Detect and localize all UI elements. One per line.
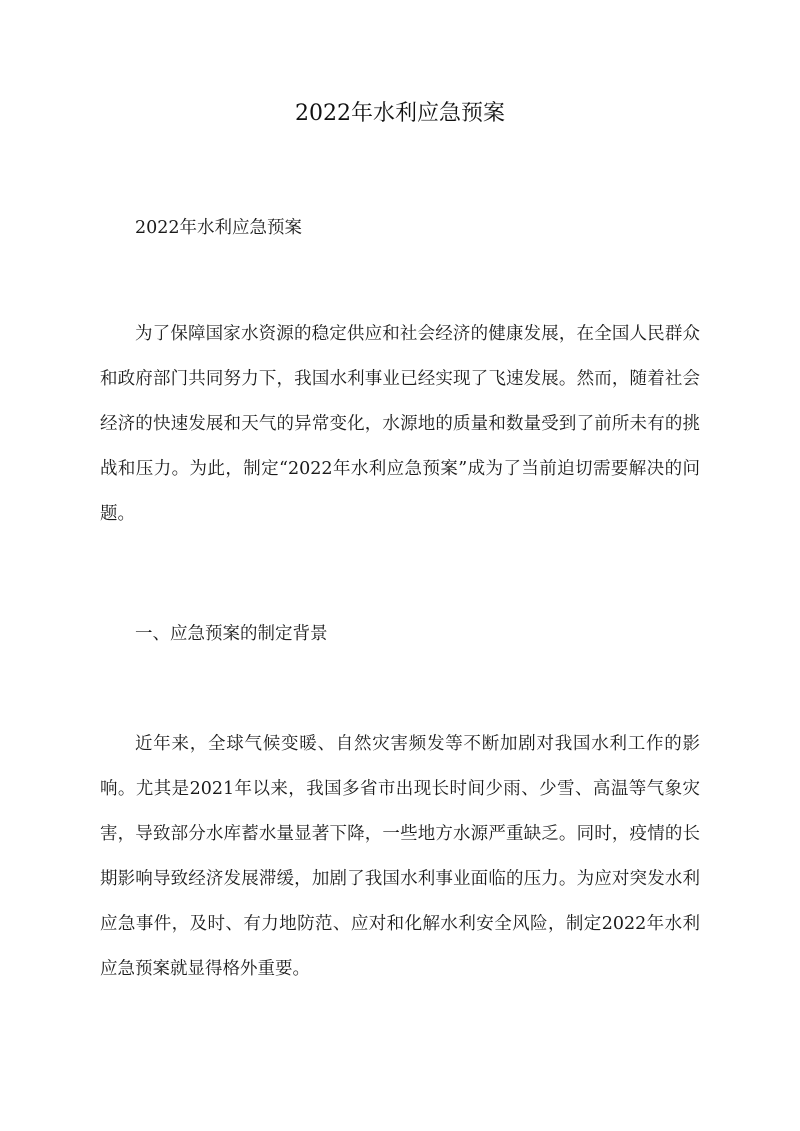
section-paragraph: 近年来，全球气候变暖、自然灾害频发等不断加剧对我国水利工作的影响。尤其是2021年以来，我国多省市出现长时间少雨、少雪、高温等气象灾害，导致部分水库蓄水量显著下降，一些地方水源严重缺乏。同时，疫情的长期影响导致经济发展滞缓，加剧了我国水利事业面临的压力。为应对突发水利应急事件，及时、有力地防范、应对和化解水利安全风险，制定2022年水利应急预案就显得格外重要。 — [100, 734, 700, 979]
intro-paragraph: 为了保障国家水资源的稳定供应和社会经济的健康发展，在全国人民群众和政府部门共同努力下，我国水利事业已经实现了飞速发展。然而，随着社会经济的快速发展和天气的异常变化，水源地的质量和数量受到了前所未有的挑战和压力。为此，制定“2022年水利应急预案”成为了当前迫切需要解决的问题。 — [100, 324, 700, 524]
document-subtitle: 2022年水利应急预案 — [135, 218, 303, 238]
section-heading: 一、应急预案的制定背景 — [135, 624, 328, 644]
document-title: 2022年水利应急预案 — [295, 101, 505, 126]
